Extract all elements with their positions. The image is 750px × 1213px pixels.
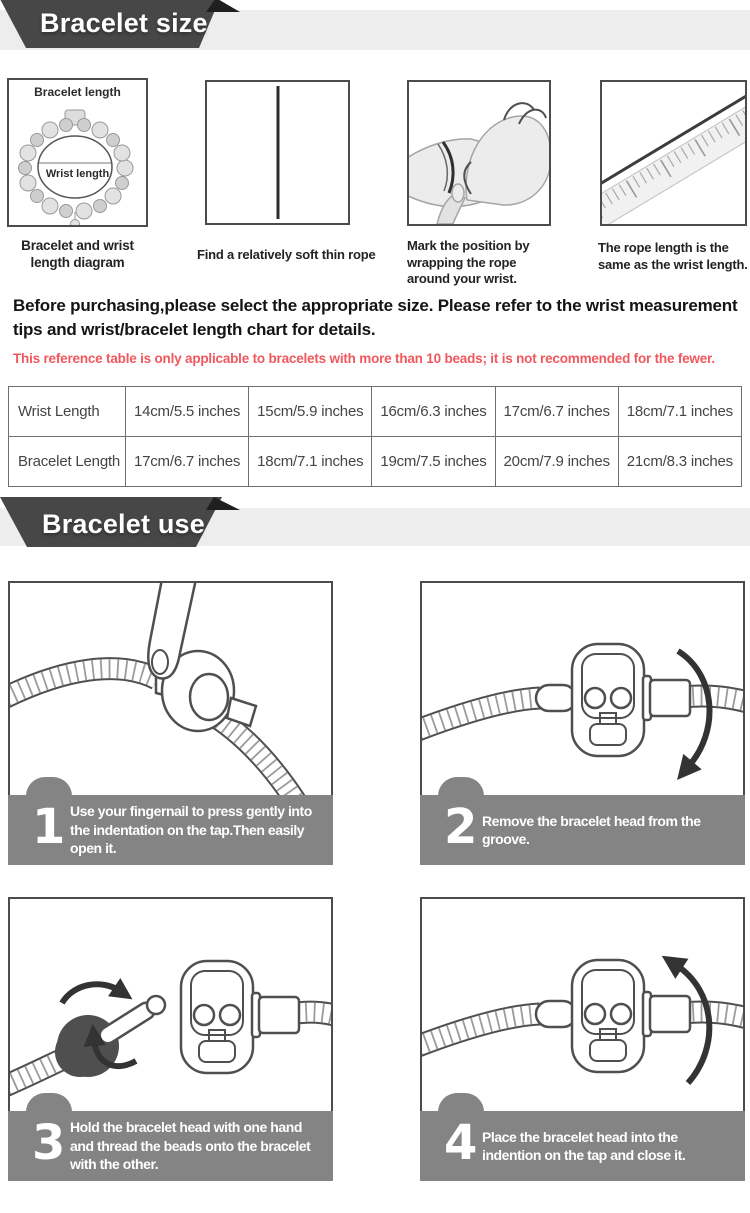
figure-bracelet-diagram xyxy=(7,78,148,227)
figure-ruler xyxy=(600,80,747,226)
table-cell: 19cm/7.5 inches xyxy=(372,437,495,487)
table-cell: 17cm/6.7 inches xyxy=(495,387,618,437)
step-text: Remove the bracelet head from the groove. xyxy=(482,812,701,847)
step-panel-2 xyxy=(420,581,745,865)
table-row xyxy=(9,437,742,487)
figure-caption-3: Mark the position by wrapping the rope around your wrist. xyxy=(407,238,530,287)
table-cell: 21cm/8.3 inches xyxy=(618,437,741,487)
step-4-illustration xyxy=(420,897,745,1113)
step-panel-1 xyxy=(8,581,333,865)
step-3-illustration xyxy=(8,897,333,1113)
figure-rope xyxy=(205,80,350,225)
figure-wrist-wrap xyxy=(407,80,551,226)
use-section-title: Bracelet use xyxy=(42,509,205,539)
step-3-caption-bar xyxy=(8,1111,333,1181)
table-cell: 16cm/6.3 inches xyxy=(372,387,495,437)
rotate-down-arrow-icon xyxy=(668,651,710,788)
table-cell: 18cm/7.1 inches xyxy=(249,437,372,487)
bracelet-length-label: Bracelet length xyxy=(34,85,121,99)
table-cell: 14cm/5.5 inches xyxy=(126,387,249,437)
step-number: 2 xyxy=(444,799,478,855)
table-cell: 20cm/7.9 inches xyxy=(495,437,618,487)
step-text: Place the bracelet head into the indention on the tap and close it. xyxy=(482,1128,686,1163)
table-cell: 15cm/5.9 inches xyxy=(249,387,372,437)
table-cell: 17cm/6.7 inches xyxy=(126,437,249,487)
ruler-illustration xyxy=(602,82,745,224)
step-number: 3 xyxy=(32,1115,66,1171)
step-panel-4 xyxy=(420,897,745,1181)
table-row-header: Wrist Length xyxy=(9,387,126,437)
step-1-caption-bar xyxy=(8,795,333,865)
figure-caption-1: Bracelet and wrist length diagram xyxy=(21,238,134,271)
step-text: Hold the bracelet head with one hand and thread the beads onto the bracelet with the other. xyxy=(70,1119,311,1173)
reference-note-text: This reference table is only applicable to bracelets with more than 10 beads; it is not recommended for the fewer. xyxy=(13,351,715,366)
bracelet-illustration xyxy=(9,80,146,225)
step-1-illustration xyxy=(8,581,333,797)
size-intro-text: Before purchasing,please select the appropriate size. Please refer to the wrist measurement tips and wrist/bracelet length chart for details. xyxy=(13,296,738,339)
rotate-arrow-icon xyxy=(62,978,139,1009)
figure-caption-4: The rope length is the same as the wrist length. xyxy=(598,240,748,272)
step-2-caption-bar xyxy=(420,795,745,865)
figure-caption-2: Find a relatively soft thin rope xyxy=(197,247,376,262)
step-number: 4 xyxy=(444,1115,478,1171)
table-cell: 18cm/7.1 inches xyxy=(618,387,741,437)
table-row xyxy=(9,387,742,437)
step-number: 1 xyxy=(32,799,66,855)
wrist-wrap-illustration xyxy=(409,82,549,224)
step-2-illustration xyxy=(420,581,745,797)
step-4-caption-bar xyxy=(420,1111,745,1181)
step-text: Use your fingernail to press gently into the indentation on the tap.Then easily open it. xyxy=(70,803,312,857)
size-section-title: Bracelet size xyxy=(40,8,208,38)
step-panel-3 xyxy=(8,897,333,1181)
size-chart-table xyxy=(8,386,742,487)
table-row-header: Bracelet Length xyxy=(9,437,126,487)
wrist-length-label: Wrist length xyxy=(45,168,110,180)
rope-line-icon xyxy=(276,86,279,219)
